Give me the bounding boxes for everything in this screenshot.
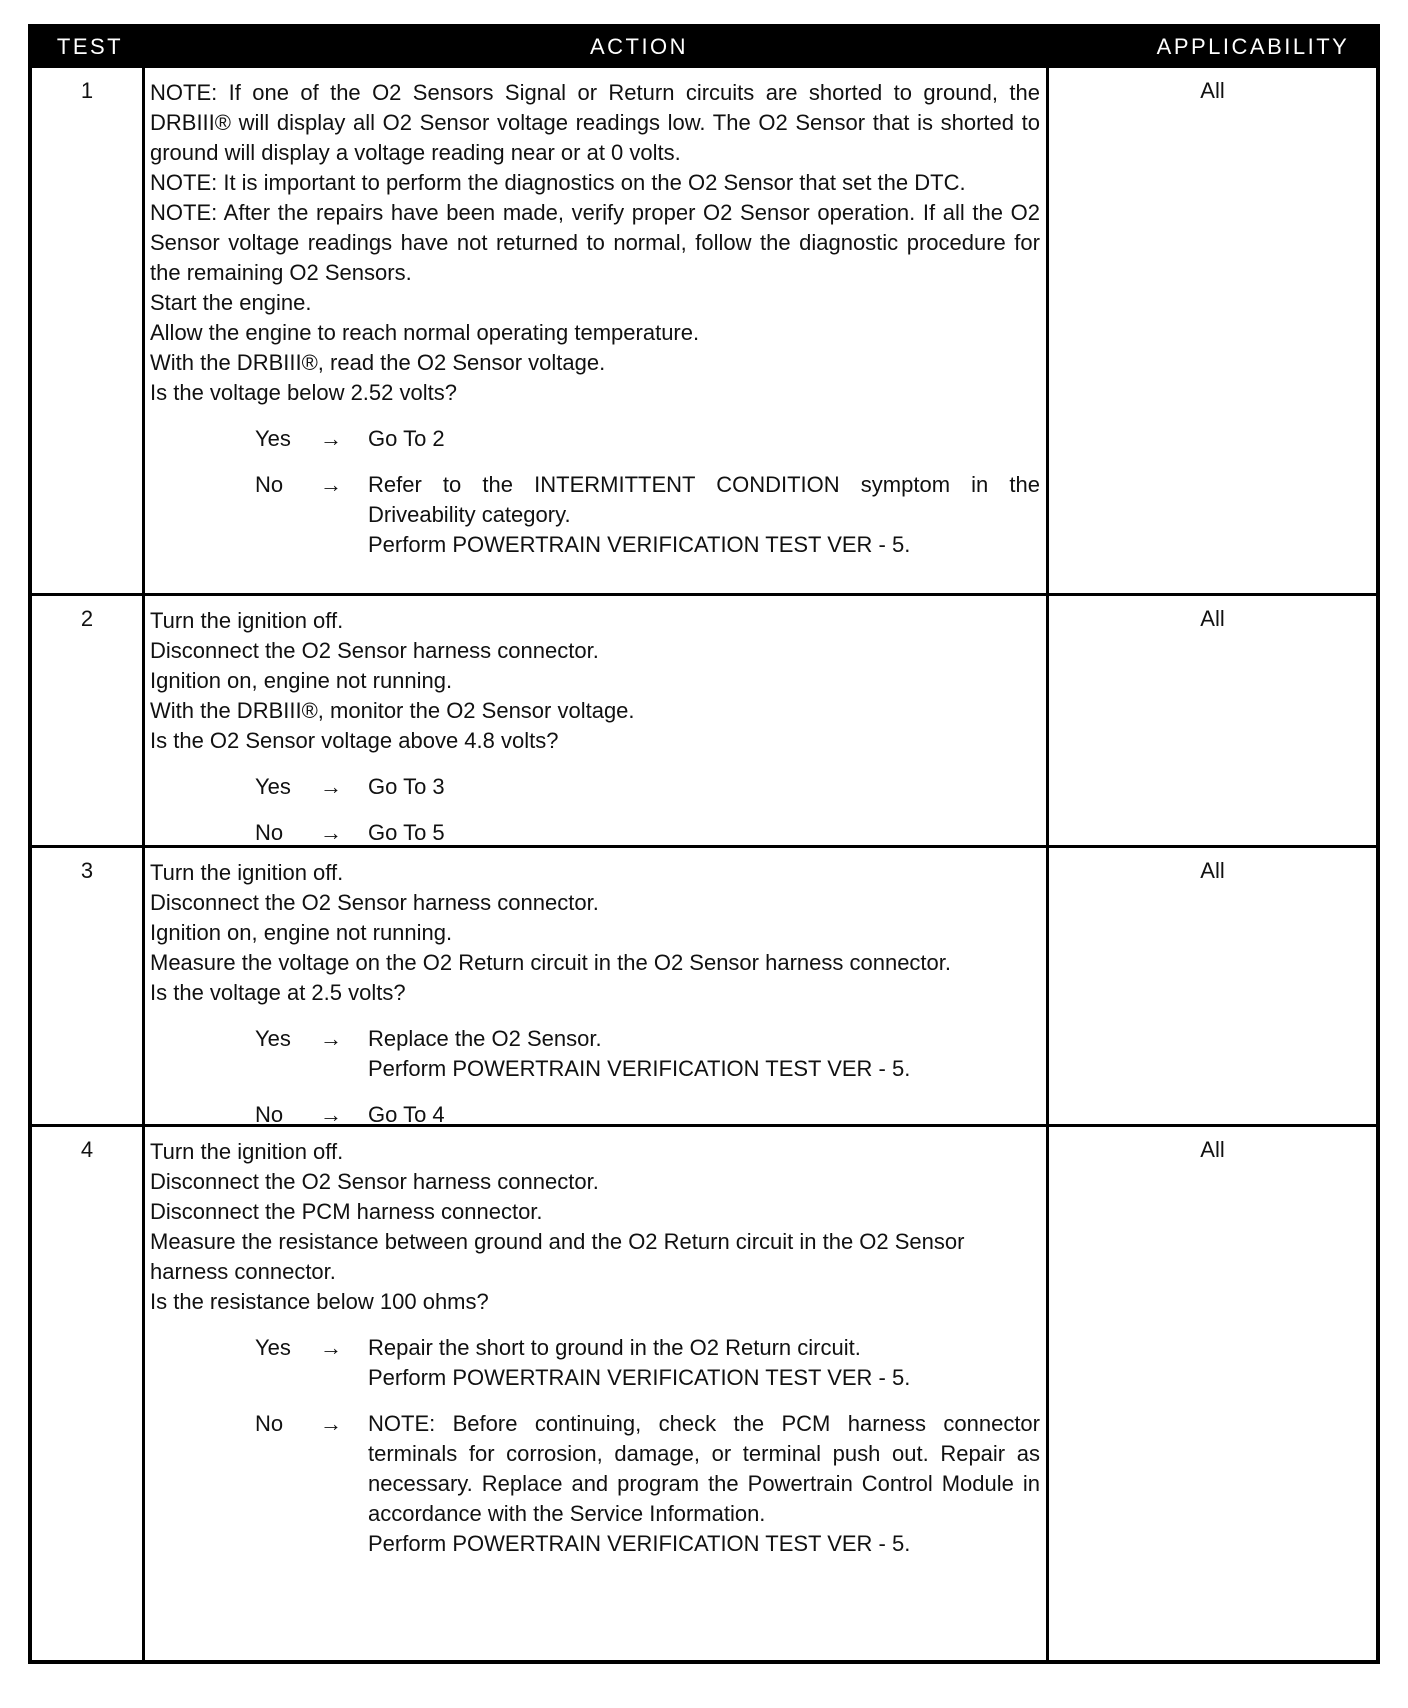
branch-result: Go To 3 <box>368 774 445 799</box>
no-branch <box>150 1100 1040 1130</box>
test-applicability: All <box>1200 1137 1225 1162</box>
test-action <box>150 858 1040 1130</box>
yes-label: Yes <box>255 774 291 799</box>
arrow-icon: → <box>320 820 342 845</box>
test-number: 1 <box>80 78 94 103</box>
branch-result: Replace the O2 Sensor. <box>368 1026 602 1051</box>
action-line: NOTE: If one of the O2 Sensors Signal or Return circuits are shorted to ground, the DRBIII® will display all O2 Sensor voltage readings low. The O2 Sensor that is shorted to ground will display a voltage reading near or at 0 volts. <box>150 80 1040 165</box>
arrow-icon: → <box>320 426 342 451</box>
test-applicability: All <box>1200 606 1225 631</box>
action-line: Allow the engine to reach normal operating temperature. <box>150 320 700 345</box>
action-line: With the DRBIII®, monitor the O2 Sensor voltage. <box>150 698 635 723</box>
action-line: Disconnect the O2 Sensor harness connector. <box>150 1169 599 1194</box>
action-line: Turn the ignition off. <box>150 1139 344 1164</box>
action-line: NOTE: It is important to perform the diagnostics on the O2 Sensor that set the DTC. <box>150 170 966 195</box>
branch-result: Perform POWERTRAIN VERIFICATION TEST VER - 5. <box>368 532 911 557</box>
yes-label: Yes <box>255 1335 291 1360</box>
action-line: Is the voltage below 2.52 volts? <box>150 380 457 405</box>
test-action <box>150 78 1040 560</box>
yes-branch <box>150 1024 1040 1084</box>
arrow-icon: → <box>320 1411 342 1436</box>
test-number: 3 <box>80 858 94 883</box>
action-line: Ignition on, engine not running. <box>150 920 453 945</box>
action-line: Is the voltage at 2.5 volts? <box>150 980 406 1005</box>
row-divider <box>32 593 1376 596</box>
no-label: No <box>255 1102 284 1127</box>
branch-result: Perform POWERTRAIN VERIFICATION TEST VER - 5. <box>368 1531 911 1556</box>
no-label: No <box>255 472 284 497</box>
arrow-icon: → <box>320 1102 342 1127</box>
yes-branch <box>150 772 1040 802</box>
arrow-icon: → <box>320 1026 342 1051</box>
action-line: Disconnect the O2 Sensor harness connector. <box>150 890 599 915</box>
action-line: NOTE: After the repairs have been made, verify proper O2 Sensor operation. If all the O2 Sensor voltage readings have not returned to normal, follow the diagnostic procedure for the remaining O2 Sensors. <box>150 200 1040 285</box>
branch-result: Repair the short to ground in the O2 Return circuit. <box>368 1335 861 1360</box>
diagnostic-test-table <box>28 24 1380 1664</box>
no-branch <box>150 818 1040 848</box>
arrow-icon: → <box>320 472 342 497</box>
action-line: Ignition on, engine not running. <box>150 668 453 693</box>
test-applicability: All <box>1200 858 1225 883</box>
action-line: Measure the voltage on the O2 Return circuit in the O2 Sensor harness connector. <box>150 950 952 975</box>
test-applicability: All <box>1200 78 1225 103</box>
branch-result: Go To 5 <box>368 820 445 845</box>
action-line: With the DRBIII®, read the O2 Sensor voltage. <box>150 350 606 375</box>
branch-result: Go To 4 <box>368 1102 445 1127</box>
yes-branch <box>150 1333 1040 1393</box>
action-line: Is the resistance below 100 ohms? <box>150 1289 489 1314</box>
action-line: Turn the ignition off. <box>150 608 344 633</box>
branch-result: Perform POWERTRAIN VERIFICATION TEST VER - 5. <box>368 1056 911 1081</box>
yes-label: Yes <box>255 426 291 451</box>
no-label: No <box>255 1411 284 1436</box>
arrow-icon: → <box>320 1335 342 1360</box>
header-applicability: APPLICABILITY <box>1156 34 1350 59</box>
arrow-icon: → <box>320 774 342 799</box>
action-line: Start the engine. <box>150 290 312 315</box>
yes-label: Yes <box>255 1026 291 1051</box>
no-label: No <box>255 820 284 845</box>
yes-branch <box>150 424 1040 454</box>
header-action: ACTION <box>589 34 689 59</box>
branch-result: NOTE: Before continuing, check the PCM harness connector terminals for corrosion, damage, or terminal push out. Repair as necessary. Replace and program the Powertrain Control Module in accordance with the Service Information. <box>368 1411 1040 1526</box>
no-branch <box>150 470 1040 560</box>
branch-result: Refer to the INTERMITTENT CONDITION symptom in the Driveability category. <box>368 472 1040 527</box>
branch-result: Perform POWERTRAIN VERIFICATION TEST VER - 5. <box>368 1365 911 1390</box>
action-line: Turn the ignition off. <box>150 860 344 885</box>
header-test: TEST <box>56 34 124 59</box>
no-branch <box>150 1409 1040 1559</box>
table-header <box>32 28 1376 68</box>
test-number: 4 <box>80 1137 94 1162</box>
action-line: Disconnect the PCM harness connector. <box>150 1199 543 1224</box>
branch-result: Go To 2 <box>368 426 445 451</box>
action-line: Disconnect the O2 Sensor harness connector. <box>150 638 599 663</box>
test-number: 2 <box>80 606 94 631</box>
test-action <box>150 1137 1040 1559</box>
column-divider <box>142 68 145 1664</box>
action-line: Is the O2 Sensor voltage above 4.8 volts? <box>150 728 559 753</box>
test-action <box>150 606 1040 848</box>
action-line: Measure the resistance between ground and the O2 Return circuit in the O2 Sensor harness connector. <box>150 1229 965 1284</box>
